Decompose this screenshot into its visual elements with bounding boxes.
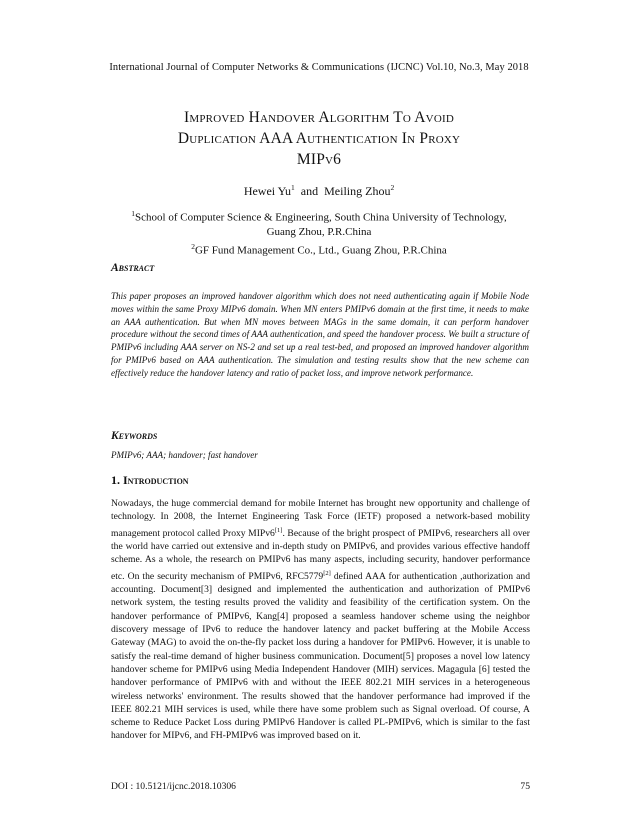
author-conjunction: and [300,184,319,198]
affiliation-1-line-1: $^1$School of Computer Science & Engineering, South China University of Technology, [131,209,507,224]
title-line-3: MIPv6 [296,151,342,168]
introduction-heading: 1. Introduction [111,473,189,487]
intro-text-part-2: . Because of the bright prospect of PMIPv6, researchers all over the world have carried out extensive and in-depth study on PMIPv6, and provides various effective handoff scheme. As a whole, the research on PMIPv6 has many aspects, including security, handover performance etc. On the security mechanism of PMIPv6, RFC5779 [111,527,530,582]
footer-doi: DOI : 10.5121/ijcnc.2018.10306 [111,781,236,792]
affiliation-1-line-2: Guang Zhou, P.R.China [266,226,372,239]
affiliations [100,207,538,258]
citation-ref-2[interactable]: [2] [323,569,331,577]
author-2-name: Meiling Zhou [324,184,391,198]
paper-title [92,107,546,170]
author-2-affil-marker: 2 [390,183,395,192]
affiliation-2-marker: 2 [191,241,195,251]
intro-text-part-3: defined AAA for authentication ,authorization and accounting. Document[3] designed and implemented the authentication and authorization of PMIPv6 network system, the testing results proved the validity and feasibility of the certification system. On the handover performance of PMIPv6, Kang[4] proposed a seamless handover scheme using the neighbor discovery message of IPv6 to reduce the handover latency and packet buffering at the Mobile Access Gateway (MAG) to avoid the on-the-fly packet loss during a handover for PMIPv6. However, it is unable to satisfy the real-time demand of higher business communication. Document[5] proposes a novel low latency handover scheme for PMIPv6 using Media Independent Handover (MIH) services. Magagula [6] tested the handover performance of PMIPv6 with and without the IEEE 802.21 MIH services in a heterogeneous wireless networks' environment. The results showed that the handover performance had improved if the IEEE 802.21 MIH services is used, while there have some problem such as Signal overload. Of course, A scheme to Reduce Packet Loss during PMIPv6 Handover is called PL-PMIPv6, which is similar to the fast handover for MIPv6, and FH-PMIPv6 was improved based on it. [111,570,531,742]
title-line-1: Improved Handover Algorithm To Avoid [184,109,454,126]
title-line-2: Duplication AAA Authentication In Proxy [177,130,461,147]
abstract-text: This paper proposes an improved handover algorithm which does not need authenticating again if Mobile Node moves within the same Proxy MIPv6 domain. When MN enters PMIPv6 domain at the first time, it needs to make an AAA authentication. But when MN moves between MAGs in the same domain, it can perform handover procedure without the second times of AAA authentication, and speed the handover process. We built a structure of PMIPv6 including AAA server on NS-2 and set up a real test-bed, and proposed an improved handover algorithm for PMIPv6 based on AAA authentication. The simulation and testing results show that the new scheme can effectively reduce the handover latency and ratio of packet loss, and improve network performance. [111,291,529,378]
affiliation-2-line-1: $^2$GF Fund Management Co., Ltd., Guang Zhou, P.R.China [191,241,447,257]
affiliation-1-marker: 1 [131,209,136,218]
keywords-text: PMIPv6; AAA; handover; fast handover [111,450,258,460]
citation-ref-1[interactable]: [1] [274,526,283,534]
journal-header: International Journal of Computer Networks & Communications (IJCNC) Vol.10, No.3, May 2018 [109,62,529,73]
abstract-heading: Abstract [111,262,155,274]
author-1-affil-marker: 1 [291,183,295,192]
footer-page-number: 75 [520,781,530,792]
author-1-name: Hewei Yu [243,184,292,198]
author-line [0,183,638,199]
introduction-body [111,497,530,743]
keywords-heading: Keywords [111,430,158,442]
intro-text-part-1: Nowadays, the huge commercial demand for mobile Internet has brought new opportunity and challenge of technology. In 2008, the Internet Engineering Task Force (IETF) proposed a network-based mobility management protocol called Proxy MIPv6 [111,498,530,539]
